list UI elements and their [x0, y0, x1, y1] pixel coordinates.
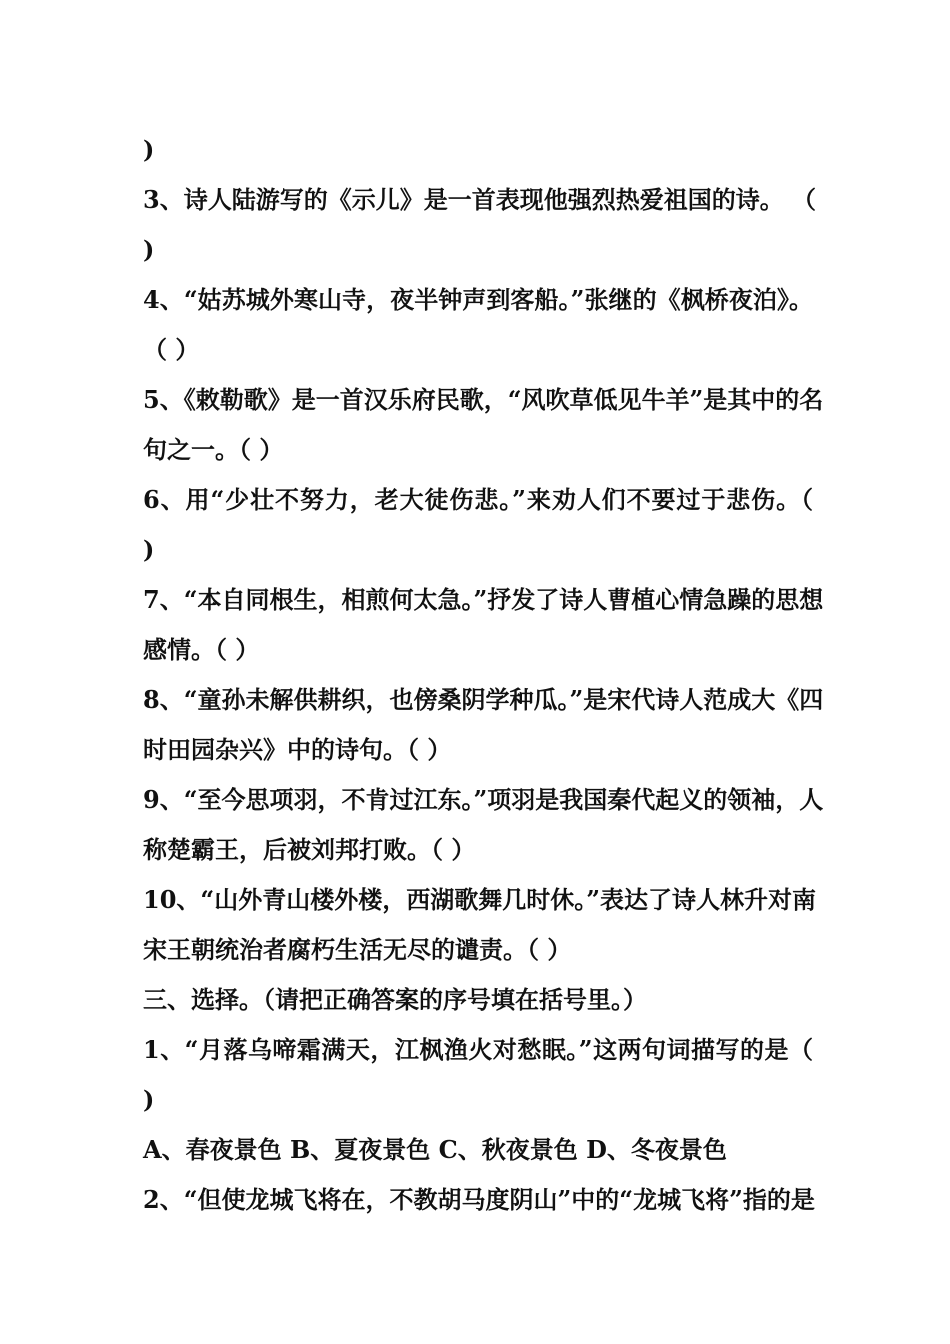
text-line: 1、“月落乌啼霜满天，江枫渔火对愁眠。”这两句词描写的是（	[143, 1035, 813, 1064]
text-line: 10、“山外青山楼外楼，西湖歌舞几时休。”表达了诗人林升对南	[143, 885, 817, 914]
text-line: 感情。（ ）	[143, 635, 260, 664]
text-line: )	[143, 235, 155, 264]
text-line: 称楚霸王，后被刘邦打败。（ ）	[143, 835, 476, 864]
text-line: 6、用“少壮不努力，老大徒伤悲。”来劝人们不要过于悲伤。（	[143, 485, 813, 514]
text-line: 宋王朝统治者腐朽生活无尽的谴责。（ ）	[143, 935, 572, 964]
answer-options: A、春夜景色 B、夏夜景色 C、秋夜景色 D、冬夜景色	[143, 1135, 727, 1164]
text-line: 3、诗人陆游写的《示儿》是一首表现他强烈热爱祖国的诗。 （	[143, 185, 817, 214]
text-line: 4、“姑苏城外寒山寺，夜半钟声到客船。”张继的《枫桥夜泊》。	[143, 285, 813, 314]
text-line: )	[143, 135, 155, 164]
text-line: 7、“本自同根生，相煎何太急。”抒发了诗人曹植心情急躁的思想	[143, 585, 824, 614]
text-line: 句之一。（ ）	[143, 435, 284, 464]
text-line: 2、“但使龙城飞将在，不教胡马度阴山”中的“龙城飞将”指的是	[143, 1185, 815, 1214]
text-line: )	[143, 535, 155, 564]
text-line: )	[143, 1085, 155, 1114]
section-heading: 三、选择。（请把正确答案的序号填在括号里。）	[143, 985, 647, 1014]
text-line: 8、“童孙未解供耕织，也傍桑阴学种瓜。”是宋代诗人范成大《四	[143, 685, 824, 714]
text-line: （ ）	[143, 335, 200, 364]
text-line: 9、“至今思项羽，不肯过江东。”项羽是我国秦代起义的领袖，人	[143, 785, 824, 814]
text-line: 时田园杂兴》中的诗句。（ ）	[143, 735, 452, 764]
text-line: 5、《敕勒歌》是一首汉乐府民歌，“风吹草低见牛羊”是其中的名	[143, 385, 824, 414]
